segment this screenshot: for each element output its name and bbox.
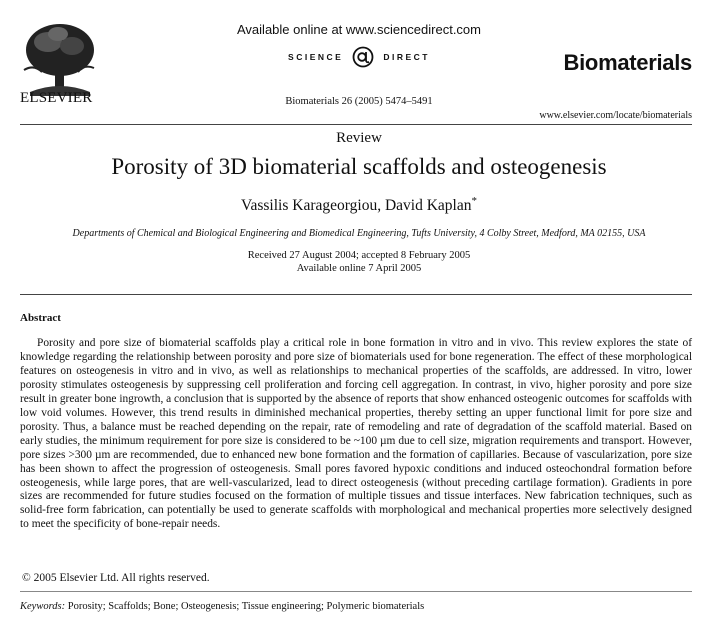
header-divider: [20, 124, 692, 125]
article-title: Porosity of 3D biomaterial scaffolds and osteogenesis: [111, 154, 607, 179]
author-names: Vassilis Karageorgiou, David Kaplan: [241, 197, 472, 215]
corresponding-author-mark[interactable]: *: [471, 195, 477, 207]
journal-name: Biomaterials: [563, 50, 692, 75]
sciencedirect-at-icon: [350, 46, 376, 68]
publisher-name: ELSEVIER: [20, 90, 93, 106]
keywords-label: Keywords:: [20, 601, 66, 612]
sd-left-text: SCIENCE: [288, 52, 344, 62]
abstract-heading: Abstract: [20, 312, 61, 324]
article-type: Review: [336, 130, 382, 146]
sd-right-text: DIRECT: [383, 52, 430, 62]
abstract-divider: [20, 294, 692, 295]
available-date: Available online 7 April 2005: [296, 263, 422, 274]
keywords-list: Porosity; Scaffolds; Bone; Osteogenesis; Tissue engineering; Polymeric biomaterials: [67, 601, 425, 612]
affiliation: Departments of Chemical and Biological Engineering and Biomedical Engineering, Tufts University, 4 Colby Street, Medford, MA 02155, USA: [72, 228, 646, 239]
available-online-line: Available online at www.sciencedirect.com: [237, 22, 481, 37]
citation: Biomaterials 26 (2005) 5474–5491: [285, 96, 433, 107]
journal-url[interactable]: www.elsevier.com/locate/biomaterials: [539, 110, 692, 121]
copyright-line: © 2005 Elsevier Ltd. All rights reserved.: [22, 572, 210, 584]
abstract-body: Porosity and pore size of biomaterial scaffolds play a critical role in bone formation in vitro and in vivo. This review explores the state of knowledge regarding the relationship between porosity and pore size of biomaterials used for bone regeneration. The effect of these morphological features on osteogenesis in vitro and in vivo, as well as relationships to mechanical properties of the scaffolds, are addressed. In vitro, lower porosity stimulates osteogenesis by suppressing cell proliferation and forcing cell aggregation. In contrast, in vivo, higher porosity and pore size result in greater bone ingrowth, a conclusion that is supported by the absence of reports that show enhanced osteogenic outcomes for scaffolds with low void volumes. However, this trend results in diminished mechanical properties, thereby setting an upper functional limit for pore size and porosity. Thus, a balance must be reached depending on the repair, rate of remodeling and rate of degradation of the scaffold material. Based on early studies, the minimum requirement for pore size is considered to be ~100 µm due to cell size, migration requirements and transport. However, pore sizes >300 µm are recommended, due to enhanced new bone formation and the formation of capillaries. Because of vascularization, pore size has been shown to affect the progression of osteogenesis. Small pores favored hypoxic conditions and induced osteochondral formation before osteogenesis, while large pores, that are well-vascularized, lead to direct osteogenesis (without preceding cartilage formation). Gradients in pore sizes are recommended for future studies focused on the formation of multiple tissues and tissue interfaces. New fabrication techniques, such as solid-free form fabrication, can potentially be used to generate scaffolds with morphological and mechanical properties more selectively designed to meet the specificity of bone-repair needs.: [20, 337, 692, 531]
keywords-divider: [20, 591, 692, 592]
authors: [0, 195, 718, 215]
keywords: [20, 601, 424, 612]
received-date: Received 27 August 2004; accepted 8 February 2005: [247, 250, 471, 261]
article-dates: [0, 249, 718, 275]
